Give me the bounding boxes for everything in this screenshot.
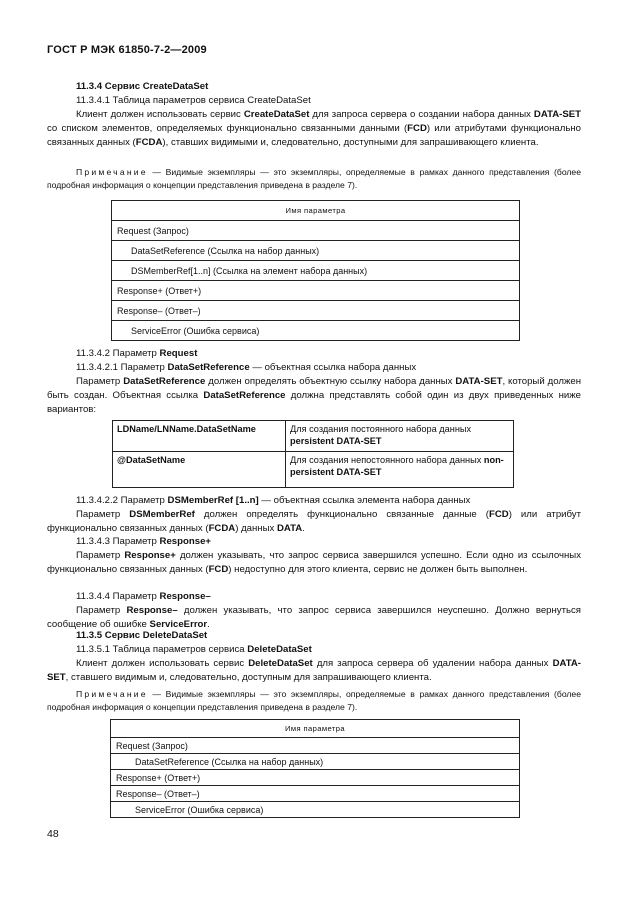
table-row: DataSetReference (Ссылка на набор данных) — [112, 241, 520, 261]
paragraph-response-minus: Параметр Response– должен указывать, что запрос сервиса завершился неуспешно. Должно вернуться сообщение об ошибке ServiceError. — [47, 605, 581, 630]
table-header: Имя параметра — [112, 201, 520, 221]
parameter-table-create — [111, 200, 520, 341]
variant-desc: Для создания постоянного набора данных persistent DATA-SET — [286, 421, 514, 452]
variants-table — [112, 420, 514, 488]
subsection-11-3-5-1: 11.3.5.1 Таблица параметров сервиса DeleteDataSet — [76, 644, 312, 655]
note-delete: Примечание — Видимые экземпляры — это экземпляры, определяемые в рамках данного представления (более подробная информация о концепции представления приведена в разделе 7). — [47, 689, 581, 712]
parameter-table-delete — [110, 719, 520, 818]
paragraph-response-plus: Параметр Response+ должен указывать, что запрос сервиса завершился успешно. Если одно из ссылочных функционально связанных данных (FCD) недоступно для этого клиента, сервис не должен быть выполнен. — [47, 550, 581, 575]
paragraph-dsmemberref: Параметр DSMemberRef должен определять функционально связанные данные (FCD) или атрибут функционально связанных данных (FCDA) данных DATA. — [47, 509, 581, 534]
table-row: Response– (Ответ–) — [112, 301, 520, 321]
table-row: Response+ (Ответ+) — [111, 770, 520, 786]
table-row: Response+ (Ответ+) — [112, 281, 520, 301]
variant-name: LDName/LNName.DataSetName — [113, 421, 286, 452]
document-header: ГОСТ Р МЭК 61850-7-2—2009 — [47, 44, 207, 56]
variant-desc: Для создания непостоянного набора данных non-persistent DATA-SET — [286, 452, 514, 488]
table-row: DataSetReference (Ссылка на набор данных) — [111, 754, 520, 770]
subsection-11-3-4-2: 11.3.4.2 Параметр Request — [76, 348, 198, 359]
section-heading-11-3-5: 11.3.5 Сервис DeleteDataSet — [76, 630, 208, 641]
subsection-11-3-4-2-1: 11.3.4.2.1 Параметр DataSetReference — объектная ссылка набора данных — [76, 362, 417, 373]
table-row: Request (Запрос) — [111, 738, 520, 754]
table-row: Response– (Ответ–) — [111, 786, 520, 802]
variant-name: @DataSetName — [113, 452, 286, 488]
page-number: 48 — [47, 828, 59, 840]
paragraph-datasetreference: Параметр DataSetReference должен определять объектную ссылку набора данных DATA-SET, который должен быть создан. Объектная ссылка DataSetReference должна представлять собой один из двух приведенных ниже вариантов: — [47, 376, 581, 415]
table-row: Request (Запрос) — [112, 221, 520, 241]
subsection-11-3-4-3: 11.3.4.3 Параметр Response+ — [76, 536, 212, 547]
table-row: DSMemberRef[1..n] (Ссылка на элемент набора данных) — [112, 261, 520, 281]
table-row: ServiceError (Ошибка сервиса) — [111, 802, 520, 818]
table-header: Имя параметра — [111, 720, 520, 738]
paragraph-delete-intro: Клиент должен использовать сервис DeleteDataSet для запроса сервера об удалении набора данных DATA-SET, ставшего видимым и, следовательно, доступным для запрашивающего клиента. — [47, 658, 581, 683]
table-row: ServiceError (Ошибка сервиса) — [112, 321, 520, 341]
section-heading-11-3-4: 11.3.4 Сервис CreateDataSet — [76, 81, 209, 92]
subsection-11-3-4-4: 11.3.4.4 Параметр Response– — [76, 591, 211, 602]
paragraph-create-intro: Клиент должен использовать сервис CreateDataSet для запроса сервера о создании набора данных DATA-SET со списком элементов, определяемых функционально связанными данными (FCD) или атрибутами функционально связанных данных (FCDA), ставших видимыми и, следовательно, доступными для запрашивающего клиента. — [47, 109, 581, 148]
note-create: Примечание — Видимые экземпляры — это экземпляры, определяемые в рамках данного представления (более подробная информация о концепции представления приведена в разделе 7). — [47, 167, 581, 190]
subsection-11-3-4-1: 11.3.4.1 Таблица параметров сервиса CreateDataSet — [76, 95, 311, 106]
subsection-11-3-4-2-2: 11.3.4.2.2 Параметр DSMemberRef [1..n] — объектная ссылка элемента набора данных — [76, 495, 471, 506]
